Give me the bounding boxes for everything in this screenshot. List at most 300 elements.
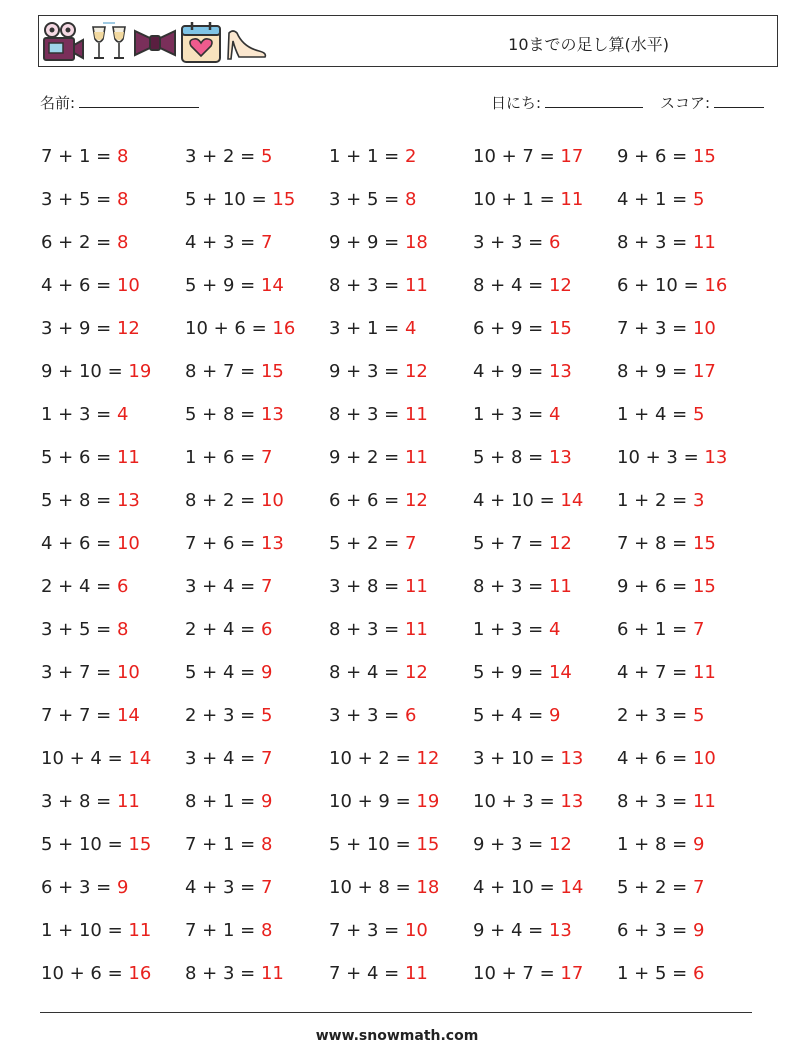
- problem-answer: 12: [416, 748, 440, 769]
- problem-cell: [41, 705, 185, 726]
- problem-question: 5 + 10 =: [41, 834, 129, 855]
- problem-cell: [41, 963, 185, 984]
- problem-answer: 13: [560, 748, 584, 769]
- problem-answer: 12: [404, 662, 428, 683]
- problem-answer: 11: [404, 275, 428, 296]
- problem-question: 1 + 10 =: [41, 920, 129, 941]
- problem-row: [41, 952, 761, 995]
- problem-question: 10 + 6 =: [185, 318, 273, 339]
- problem-row: [41, 307, 761, 350]
- problem-cell: [617, 232, 761, 253]
- problem-question: 8 + 2 =: [185, 490, 261, 511]
- champagne-glasses-icon: [87, 19, 131, 65]
- high-heel-shoe-icon: [225, 19, 269, 65]
- problem-question: 4 + 1 =: [617, 189, 693, 210]
- problem-cell: [473, 705, 617, 726]
- problem-answer: 7: [260, 232, 273, 253]
- problem-answer: 17: [692, 361, 716, 382]
- problem-row: [41, 350, 761, 393]
- problem-answer: 6: [404, 705, 417, 726]
- problem-cell: [617, 748, 761, 769]
- problem-row: [41, 651, 761, 694]
- problem-question: 3 + 1 =: [329, 318, 405, 339]
- problem-question: 10 + 4 =: [41, 748, 129, 769]
- problem-row: [41, 264, 761, 307]
- problem-question: 4 + 10 =: [473, 490, 561, 511]
- problem-question: 4 + 6 =: [617, 748, 693, 769]
- problem-cell: [185, 834, 329, 855]
- problem-answer: 15: [692, 146, 716, 167]
- problem-question: 1 + 1 =: [329, 146, 405, 167]
- problem-cell: [617, 533, 761, 554]
- problem-question: 4 + 3 =: [185, 877, 261, 898]
- problem-row: [41, 909, 761, 952]
- problem-grid: [41, 135, 761, 995]
- problem-question: 9 + 6 =: [617, 576, 693, 597]
- problem-answer: 7: [260, 576, 273, 597]
- problem-cell: [329, 576, 473, 597]
- problem-cell: [185, 619, 329, 640]
- problem-cell: [41, 361, 185, 382]
- score-blank[interactable]: [714, 93, 764, 108]
- problem-cell: [185, 662, 329, 683]
- problem-question: 9 + 3 =: [473, 834, 549, 855]
- problem-question: 1 + 3 =: [473, 404, 549, 425]
- problem-answer: 11: [116, 447, 140, 468]
- problem-question: 7 + 1 =: [185, 834, 261, 855]
- problem-question: 6 + 10 =: [617, 275, 705, 296]
- problem-answer: 6: [692, 963, 705, 984]
- problem-question: 8 + 3 =: [617, 791, 693, 812]
- problem-cell: [41, 877, 185, 898]
- problem-cell: [617, 662, 761, 683]
- problem-answer: 7: [692, 619, 705, 640]
- problem-answer: 11: [260, 963, 284, 984]
- problem-cell: [329, 920, 473, 941]
- problem-cell: [473, 920, 617, 941]
- footer-site: www.snowmath.com: [315, 1028, 479, 1044]
- problem-answer: 8: [260, 834, 273, 855]
- problem-cell: [617, 963, 761, 984]
- problem-cell: [41, 834, 185, 855]
- problem-cell: [185, 447, 329, 468]
- problem-cell: [41, 232, 185, 253]
- problem-question: 7 + 4 =: [329, 963, 405, 984]
- problem-question: 10 + 9 =: [329, 791, 417, 812]
- problem-cell: [329, 447, 473, 468]
- problem-answer: 6: [260, 619, 273, 640]
- problem-cell: [329, 963, 473, 984]
- name-label: 名前:: [40, 94, 76, 112]
- problem-cell: [473, 447, 617, 468]
- problem-question: 7 + 3 =: [617, 318, 693, 339]
- problem-answer: 11: [404, 404, 428, 425]
- problem-question: 7 + 6 =: [185, 533, 261, 554]
- problem-question: 5 + 2 =: [329, 533, 405, 554]
- problem-answer: 2: [404, 146, 417, 167]
- problem-question: 1 + 6 =: [185, 447, 261, 468]
- problem-question: 6 + 3 =: [41, 877, 117, 898]
- problem-answer: 10: [692, 318, 716, 339]
- problem-cell: [185, 361, 329, 382]
- problem-row: [41, 608, 761, 651]
- problem-question: 5 + 6 =: [41, 447, 117, 468]
- problem-answer: 9: [260, 662, 273, 683]
- problem-answer: 4: [404, 318, 417, 339]
- problem-answer: 16: [704, 275, 728, 296]
- worksheet-header: [38, 15, 778, 67]
- problem-cell: [185, 318, 329, 339]
- problem-answer: 17: [560, 963, 584, 984]
- problem-question: 3 + 5 =: [41, 619, 117, 640]
- problem-cell: [617, 834, 761, 855]
- worksheet-title: 10までの足し算(水平): [508, 35, 669, 54]
- problem-answer: 7: [692, 877, 705, 898]
- problem-answer: 9: [116, 877, 129, 898]
- problem-cell: [329, 404, 473, 425]
- problem-cell: [185, 576, 329, 597]
- problem-question: 4 + 10 =: [473, 877, 561, 898]
- problem-cell: [617, 705, 761, 726]
- problem-question: 8 + 3 =: [329, 619, 405, 640]
- problem-cell: [185, 877, 329, 898]
- problem-cell: [473, 318, 617, 339]
- problem-answer: 3: [692, 490, 705, 511]
- problem-cell: [329, 490, 473, 511]
- problem-cell: [329, 275, 473, 296]
- problem-cell: [473, 232, 617, 253]
- problem-answer: 15: [272, 189, 296, 210]
- problem-answer: 6: [116, 576, 129, 597]
- problem-question: 4 + 6 =: [41, 275, 117, 296]
- score-field: [660, 92, 764, 113]
- bow-tie-icon: [133, 19, 177, 65]
- problem-question: 8 + 3 =: [329, 404, 405, 425]
- problem-cell: [617, 361, 761, 382]
- problem-question: 4 + 3 =: [185, 232, 261, 253]
- problem-cell: [473, 146, 617, 167]
- problem-row: [41, 694, 761, 737]
- problem-cell: [329, 619, 473, 640]
- problem-cell: [329, 748, 473, 769]
- problem-question: 7 + 3 =: [329, 920, 405, 941]
- problem-answer: 4: [116, 404, 129, 425]
- problem-answer: 5: [692, 404, 705, 425]
- problem-cell: [41, 619, 185, 640]
- problem-question: 5 + 7 =: [473, 533, 549, 554]
- problem-question: 7 + 8 =: [617, 533, 693, 554]
- problem-row: [41, 866, 761, 909]
- problem-cell: [185, 791, 329, 812]
- problem-answer: 6: [548, 232, 561, 253]
- problem-question: 5 + 8 =: [185, 404, 261, 425]
- problem-cell: [41, 748, 185, 769]
- problem-answer: 8: [116, 189, 129, 210]
- problem-question: 2 + 4 =: [185, 619, 261, 640]
- film-camera-icon: [41, 19, 85, 65]
- problem-answer: 4: [548, 404, 561, 425]
- problem-answer: 12: [548, 275, 572, 296]
- problem-cell: [41, 576, 185, 597]
- problem-question: 5 + 10 =: [185, 189, 273, 210]
- problem-question: 3 + 10 =: [473, 748, 561, 769]
- problem-answer: 14: [548, 662, 572, 683]
- calendar-heart-icon: [179, 19, 223, 65]
- problem-answer: 18: [416, 877, 440, 898]
- problem-question: 5 + 9 =: [185, 275, 261, 296]
- problem-question: 1 + 2 =: [617, 490, 693, 511]
- problem-answer: 8: [404, 189, 417, 210]
- problem-question: 2 + 4 =: [41, 576, 117, 597]
- problem-question: 5 + 2 =: [617, 877, 693, 898]
- problem-question: 10 + 7 =: [473, 146, 561, 167]
- date-field: [491, 92, 643, 113]
- name-field: [40, 92, 199, 113]
- problem-question: 3 + 9 =: [41, 318, 117, 339]
- problem-answer: 9: [260, 791, 273, 812]
- problem-cell: [329, 791, 473, 812]
- problem-answer: 15: [260, 361, 284, 382]
- problem-answer: 4: [548, 619, 561, 640]
- problem-question: 2 + 3 =: [617, 705, 693, 726]
- problem-cell: [473, 662, 617, 683]
- problem-cell: [329, 146, 473, 167]
- problem-question: 6 + 9 =: [473, 318, 549, 339]
- problem-answer: 18: [404, 232, 428, 253]
- problem-cell: [185, 146, 329, 167]
- problem-question: 1 + 3 =: [473, 619, 549, 640]
- problem-answer: 5: [260, 705, 273, 726]
- problem-cell: [185, 275, 329, 296]
- problem-answer: 11: [560, 189, 584, 210]
- problem-answer: 8: [116, 619, 129, 640]
- problem-question: 3 + 4 =: [185, 576, 261, 597]
- problem-cell: [617, 404, 761, 425]
- problem-cell: [329, 361, 473, 382]
- problem-cell: [473, 748, 617, 769]
- problem-cell: [41, 447, 185, 468]
- problem-question: 5 + 8 =: [473, 447, 549, 468]
- problem-question: 8 + 1 =: [185, 791, 261, 812]
- problem-row: [41, 436, 761, 479]
- problem-cell: [329, 189, 473, 210]
- problem-question: 5 + 9 =: [473, 662, 549, 683]
- problem-question: 3 + 7 =: [41, 662, 117, 683]
- problem-cell: [473, 404, 617, 425]
- problem-cell: [473, 834, 617, 855]
- problem-answer: 13: [548, 447, 572, 468]
- problem-cell: [185, 920, 329, 941]
- problem-cell: [617, 791, 761, 812]
- problem-answer: 10: [692, 748, 716, 769]
- problem-question: 4 + 6 =: [41, 533, 117, 554]
- problem-question: 3 + 3 =: [329, 705, 405, 726]
- problem-answer: 8: [260, 920, 273, 941]
- problem-cell: [41, 490, 185, 511]
- problem-cell: [617, 877, 761, 898]
- problem-question: 7 + 1 =: [185, 920, 261, 941]
- problem-question: 8 + 4 =: [473, 275, 549, 296]
- problem-answer: 16: [128, 963, 152, 984]
- problem-answer: 13: [548, 361, 572, 382]
- problem-answer: 19: [416, 791, 440, 812]
- problem-answer: 7: [404, 533, 417, 554]
- problem-cell: [473, 963, 617, 984]
- problem-question: 8 + 3 =: [617, 232, 693, 253]
- problem-question: 9 + 9 =: [329, 232, 405, 253]
- problem-cell: [617, 146, 761, 167]
- problem-answer: 9: [692, 920, 705, 941]
- problem-answer: 14: [116, 705, 140, 726]
- problem-answer: 14: [128, 748, 152, 769]
- problem-cell: [617, 275, 761, 296]
- problem-cell: [185, 705, 329, 726]
- problem-cell: [329, 533, 473, 554]
- problem-answer: 17: [560, 146, 584, 167]
- problem-cell: [473, 490, 617, 511]
- problem-cell: [473, 533, 617, 554]
- problem-question: 6 + 3 =: [617, 920, 693, 941]
- problem-row: [41, 522, 761, 565]
- problem-question: 5 + 4 =: [185, 662, 261, 683]
- problem-answer: 11: [404, 447, 428, 468]
- problem-answer: 13: [560, 791, 584, 812]
- problem-answer: 13: [548, 920, 572, 941]
- problem-cell: [41, 404, 185, 425]
- problem-answer: 14: [560, 877, 584, 898]
- problem-answer: 11: [548, 576, 572, 597]
- problem-answer: 10: [260, 490, 284, 511]
- problem-question: 1 + 8 =: [617, 834, 693, 855]
- problem-question: 3 + 8 =: [329, 576, 405, 597]
- problem-answer: 7: [260, 748, 273, 769]
- problem-row: [41, 135, 761, 178]
- problem-question: 2 + 3 =: [185, 705, 261, 726]
- problem-question: 8 + 9 =: [617, 361, 693, 382]
- problem-cell: [473, 275, 617, 296]
- problem-cell: [617, 619, 761, 640]
- problem-row: [41, 780, 761, 823]
- problem-row: [41, 178, 761, 221]
- problem-cell: [185, 189, 329, 210]
- problem-question: 9 + 2 =: [329, 447, 405, 468]
- problem-question: 9 + 4 =: [473, 920, 549, 941]
- problem-answer: 15: [692, 533, 716, 554]
- problem-question: 8 + 7 =: [185, 361, 261, 382]
- name-blank[interactable]: [79, 93, 199, 108]
- problem-cell: [617, 447, 761, 468]
- problem-question: 10 + 7 =: [473, 963, 561, 984]
- problem-cell: [41, 533, 185, 554]
- problem-answer: 13: [260, 533, 284, 554]
- problem-cell: [329, 877, 473, 898]
- problem-answer: 11: [128, 920, 152, 941]
- problem-cell: [41, 920, 185, 941]
- problem-answer: 8: [116, 146, 129, 167]
- problem-question: 1 + 3 =: [41, 404, 117, 425]
- problem-answer: 15: [128, 834, 152, 855]
- problem-question: 4 + 9 =: [473, 361, 549, 382]
- problem-answer: 11: [116, 791, 140, 812]
- problem-answer: 12: [548, 834, 572, 855]
- problem-question: 1 + 4 =: [617, 404, 693, 425]
- problem-question: 7 + 7 =: [41, 705, 117, 726]
- problem-row: [41, 221, 761, 264]
- problem-answer: 10: [116, 275, 140, 296]
- problem-question: 8 + 3 =: [473, 576, 549, 597]
- problem-cell: [41, 662, 185, 683]
- problem-question: 10 + 3 =: [617, 447, 705, 468]
- problem-answer: 13: [116, 490, 140, 511]
- problem-question: 3 + 4 =: [185, 748, 261, 769]
- problem-question: 5 + 10 =: [329, 834, 417, 855]
- problem-question: 5 + 8 =: [41, 490, 117, 511]
- problem-question: 7 + 1 =: [41, 146, 117, 167]
- footer-divider: [40, 1012, 752, 1013]
- problem-cell: [473, 791, 617, 812]
- problem-question: 6 + 6 =: [329, 490, 405, 511]
- problem-cell: [617, 490, 761, 511]
- problem-cell: [185, 490, 329, 511]
- problem-question: 3 + 5 =: [41, 189, 117, 210]
- problem-cell: [329, 318, 473, 339]
- problem-cell: [329, 662, 473, 683]
- problem-cell: [473, 189, 617, 210]
- problem-cell: [617, 920, 761, 941]
- problem-question: 3 + 3 =: [473, 232, 549, 253]
- date-blank[interactable]: [545, 93, 643, 108]
- score-label: スコア:: [660, 94, 711, 112]
- problem-question: 8 + 4 =: [329, 662, 405, 683]
- problem-answer: 19: [128, 361, 152, 382]
- problem-cell: [329, 705, 473, 726]
- problem-question: 10 + 6 =: [41, 963, 129, 984]
- problem-question: 6 + 1 =: [617, 619, 693, 640]
- problem-answer: 8: [116, 232, 129, 253]
- problem-answer: 16: [272, 318, 296, 339]
- problem-cell: [185, 963, 329, 984]
- problem-answer: 5: [260, 146, 273, 167]
- problem-question: 8 + 3 =: [185, 963, 261, 984]
- problem-answer: 11: [692, 232, 716, 253]
- problem-question: 9 + 10 =: [41, 361, 129, 382]
- problem-answer: 5: [692, 705, 705, 726]
- problem-answer: 11: [404, 576, 428, 597]
- problem-question: 3 + 5 =: [329, 189, 405, 210]
- problem-cell: [617, 576, 761, 597]
- problem-question: 5 + 4 =: [473, 705, 549, 726]
- problem-row: [41, 479, 761, 522]
- problem-cell: [41, 318, 185, 339]
- problem-cell: [41, 146, 185, 167]
- problem-answer: 9: [548, 705, 561, 726]
- problem-answer: 12: [404, 490, 428, 511]
- problem-answer: 15: [692, 576, 716, 597]
- problem-question: 10 + 8 =: [329, 877, 417, 898]
- problem-cell: [41, 791, 185, 812]
- problem-cell: [329, 232, 473, 253]
- problem-answer: 14: [260, 275, 284, 296]
- problem-cell: [41, 275, 185, 296]
- date-label: 日にち:: [491, 94, 542, 112]
- problem-row: [41, 823, 761, 866]
- problem-question: 4 + 7 =: [617, 662, 693, 683]
- problem-question: 6 + 2 =: [41, 232, 117, 253]
- problem-answer: 7: [260, 447, 273, 468]
- problem-cell: [473, 576, 617, 597]
- problem-answer: 14: [560, 490, 584, 511]
- problem-answer: 12: [548, 533, 572, 554]
